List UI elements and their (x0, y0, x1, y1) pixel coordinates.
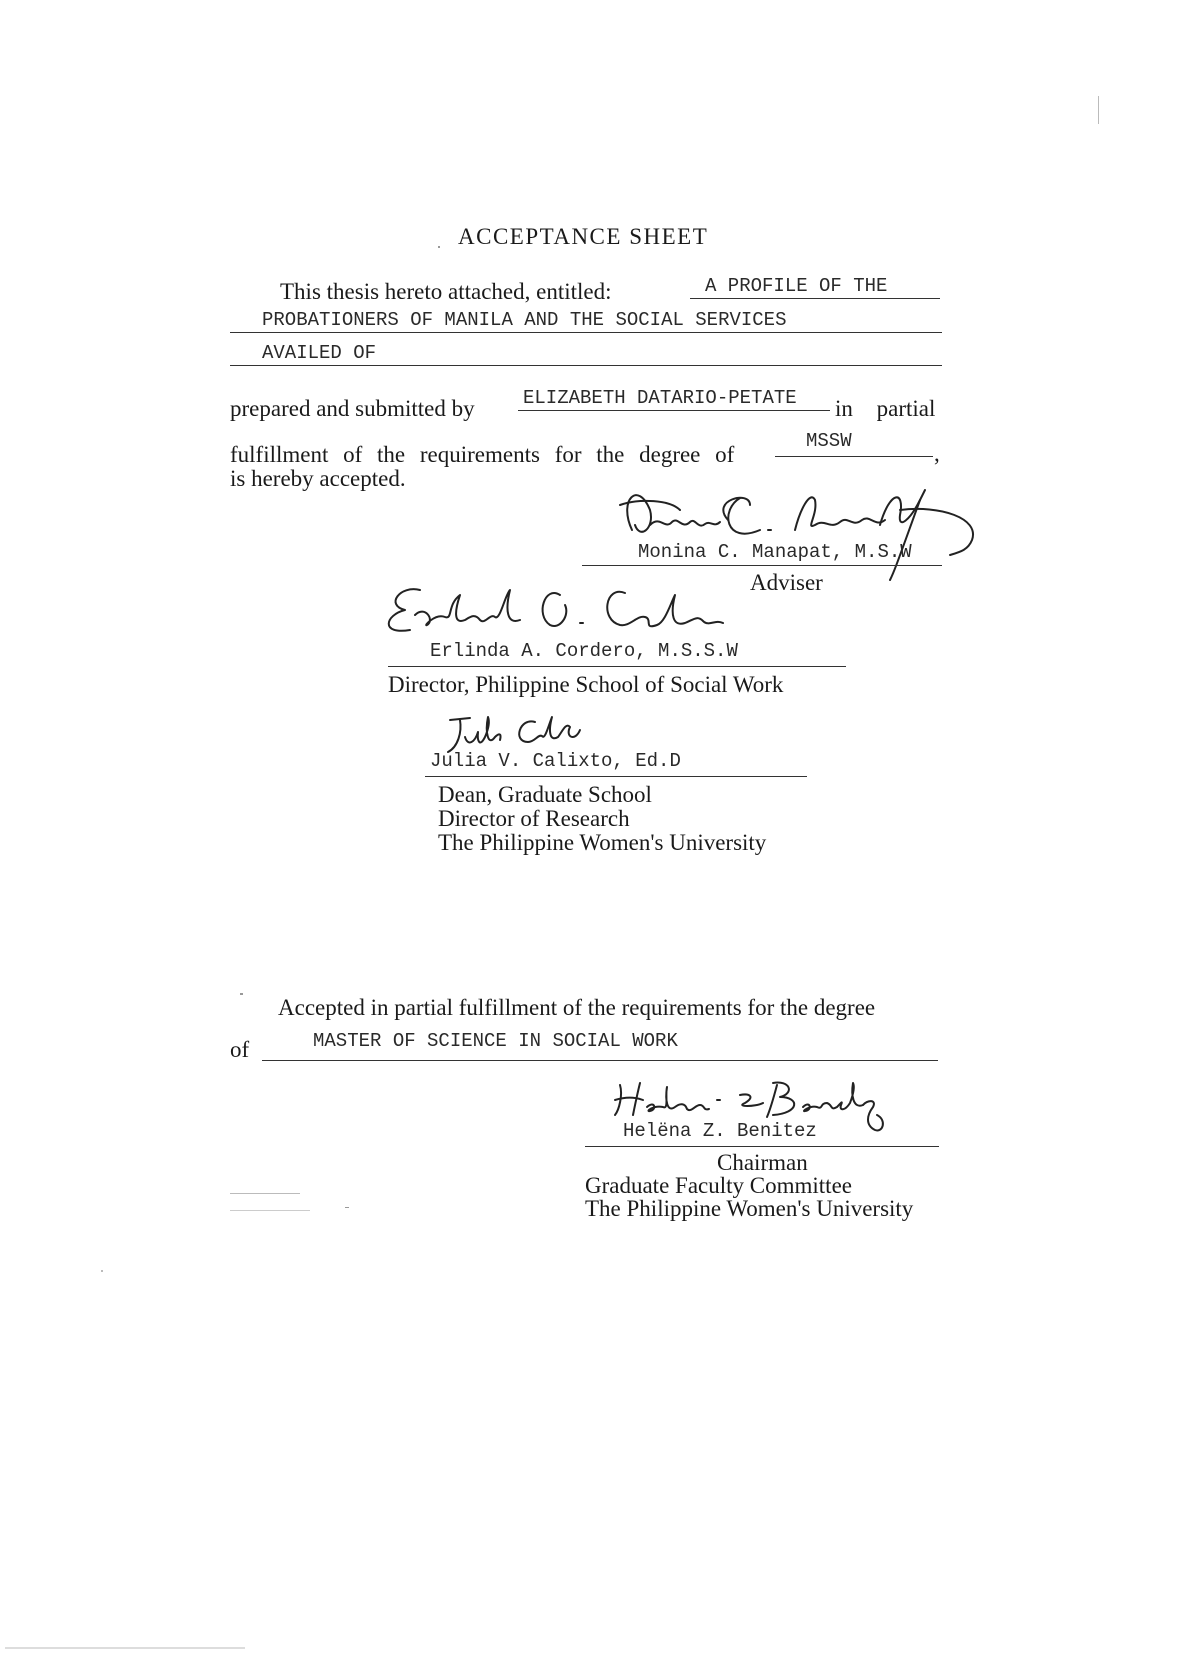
fulfillment-text: fulfillment of the requirements for the degree of (230, 442, 735, 467)
degree-full-underline (262, 1060, 938, 1061)
chairman-role-line-1: Chairman (717, 1150, 808, 1175)
thesis-title-underline-2 (230, 332, 942, 333)
comma: , (934, 441, 940, 466)
dean-signature-line (425, 776, 807, 777)
dean-role-line-1: Dean, Graduate School (438, 782, 652, 807)
dean-name: Julia V. Calixto, Ed.D (430, 750, 681, 772)
thesis-title-underline-3 (230, 365, 942, 366)
of-label: of (230, 1037, 250, 1062)
scan-speck (230, 1193, 300, 1194)
chairman-signature-line (585, 1146, 939, 1147)
scan-speck (345, 1207, 349, 1208)
adviser-signature-line (582, 565, 942, 566)
page-title: ACCEPTANCE SHEET (458, 224, 709, 249)
scan-footer-artifact (5, 1647, 245, 1649)
author-underline (518, 410, 830, 411)
scan-speck (230, 1210, 310, 1211)
author-name: ELIZABETH DATARIO-PETATE (523, 387, 797, 409)
director-role: Director, Philippine School of Social Work (388, 672, 784, 697)
adviser-name: Monina C. Manapat, M.S.W (638, 541, 912, 563)
accepted-text: is hereby accepted. (230, 466, 406, 491)
accepted-partial-text: Accepted in partial fulfillment of the requirements for the degree (278, 995, 876, 1020)
thesis-intro-text: This thesis hereto attached, entitled: (280, 279, 612, 304)
dean-role-line-2: Director of Research (438, 806, 630, 831)
prepared-by-suffix: in partial (835, 396, 936, 421)
director-name: Erlinda A. Cordero, M.S.S.W (430, 640, 738, 662)
chairman-role-line-2: Graduate Faculty Committee (585, 1173, 852, 1198)
thesis-title-line-2: PROBATIONERS OF MANILA AND THE SOCIAL SERVICES (262, 309, 787, 331)
director-signature-line (388, 666, 846, 667)
director-signature (375, 575, 745, 645)
thesis-title-underline-1 (690, 298, 940, 299)
scan-speck (1098, 96, 1099, 124)
adviser-role: Adviser (750, 570, 823, 595)
degree-full: MASTER OF SCIENCE IN SOCIAL WORK (313, 1030, 678, 1052)
dean-role-line-3: The Philippine Women's University (438, 830, 767, 855)
degree-underline (775, 456, 933, 457)
scan-speck (438, 246, 440, 248)
prepared-by-prefix: prepared and submitted by (230, 396, 475, 421)
degree-abbreviation: MSSW (806, 430, 852, 452)
thesis-title-line-3: AVAILED OF (262, 342, 377, 364)
chairman-name: Helëna Z. Benitez (623, 1120, 817, 1142)
chairman-role-line-3: The Philippine Women's University (585, 1196, 914, 1221)
scan-speck (240, 993, 243, 995)
chairman-signature (605, 1075, 895, 1160)
thesis-title-line-1: A PROFILE OF THE (705, 275, 888, 297)
scan-speck (101, 1270, 103, 1272)
